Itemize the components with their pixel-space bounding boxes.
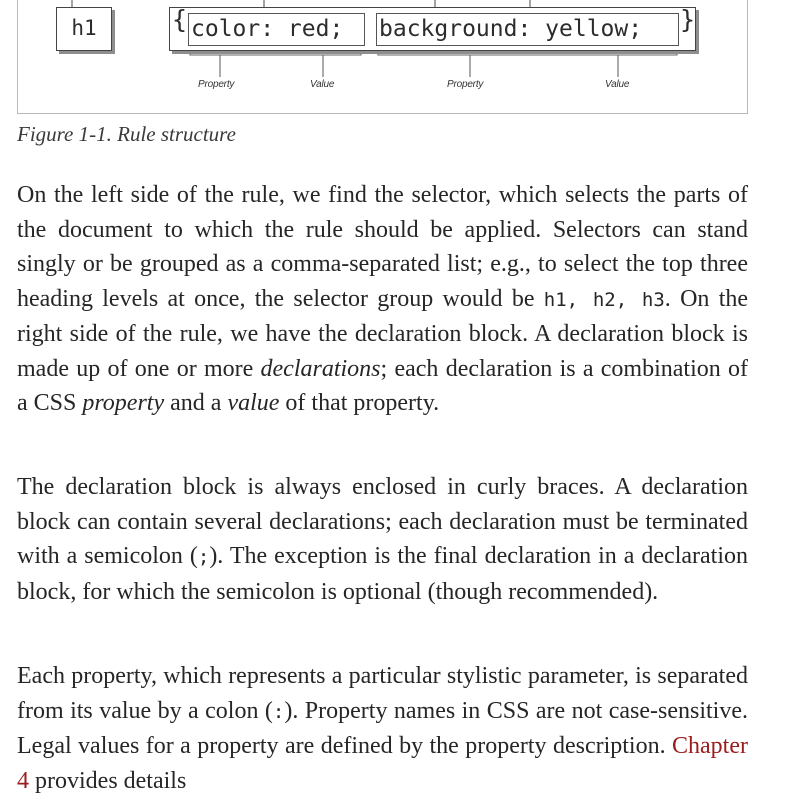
para-2-code: ; bbox=[197, 546, 210, 568]
para-3-code: : bbox=[272, 700, 285, 723]
para-1-em-property: property bbox=[82, 390, 165, 416]
declaration-1: color: red; bbox=[188, 13, 365, 46]
para-2-text-1: The declaration block is always enclosed in curly braces. A declaration block can contain several declarations; each declaration must be terminated with a semicolon ( bbox=[17, 474, 748, 569]
declaration-2: background: yellow; bbox=[376, 13, 679, 46]
paragraph-declaration-block bbox=[17, 470, 748, 609]
para-1-text-4: and a bbox=[164, 390, 228, 416]
figure-caption: Figure 1-1. Rule structure bbox=[17, 122, 236, 146]
para-3-text-3: provides details bbox=[29, 767, 187, 794]
para-1-em-declarations: declarations bbox=[260, 355, 381, 382]
brace-close: } bbox=[680, 5, 696, 34]
selector-box bbox=[56, 7, 112, 51]
para-1-em-value: value bbox=[227, 390, 280, 416]
label-property-2: Property bbox=[447, 79, 484, 90]
para-1-text-1: On the left side of the rule, we find the selector, which selects the parts of the document to which the rule should be applied. Selectors can stand singly or be grouped as a comma-separated list; e.g., to select the top three heading levels at once, the selector group would be bbox=[17, 182, 748, 312]
para-3-text-2: ). Property names in CSS are not case-sensitive. Legal values for a property are defined by the property description. bbox=[17, 697, 749, 759]
para-1-text-3: ; each declaration is a combination of a CSS bbox=[17, 355, 749, 416]
brace-open: { bbox=[172, 5, 188, 34]
label-property-1: Property bbox=[198, 79, 235, 90]
selector-text: h1 bbox=[71, 16, 97, 40]
para-1-text-5: of that property. bbox=[279, 390, 440, 416]
para-2-text-2: ). The exception is the final declaration in a declaration block, for which the semicolon is optional (though recommended). bbox=[17, 543, 748, 605]
para-3-text-1: Each property, which represents a particular stylistic parameter, is separated from its value by a colon ( bbox=[17, 663, 748, 724]
chapter-4-link[interactable]: Chapter 4 bbox=[17, 733, 748, 794]
para-1-code: h1, h2, h3 bbox=[543, 288, 665, 311]
paragraph-property-values bbox=[17, 659, 748, 798]
label-value-1: Value bbox=[310, 79, 335, 90]
paragraph-selector-description bbox=[17, 178, 748, 421]
label-value-2: Value bbox=[605, 79, 630, 90]
para-1-text-2: . On the right side of the rule, we have the declaration block. A declaration block is made up of one or more bbox=[17, 285, 749, 382]
